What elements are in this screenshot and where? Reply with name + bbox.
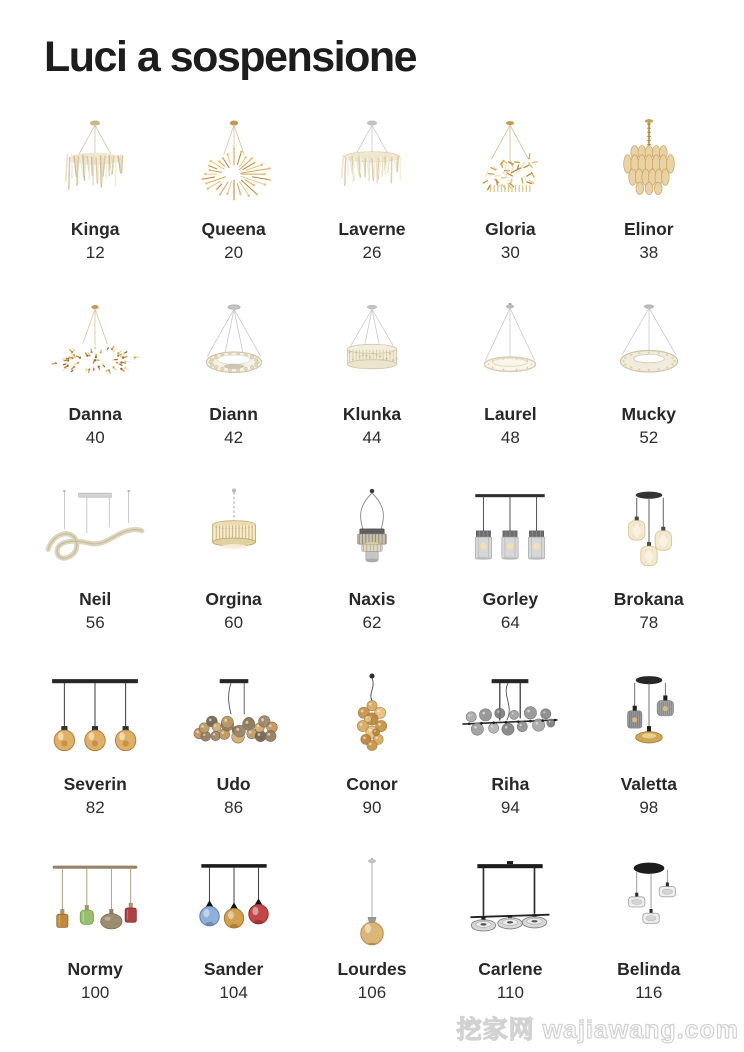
product-page-number: 110	[496, 983, 524, 1002]
product-name: Brokana	[613, 589, 684, 609]
product-page-number: 26	[362, 243, 382, 262]
product-page-number: 78	[639, 613, 659, 632]
product-page-number: 100	[81, 983, 110, 1002]
product-page-number: 90	[362, 798, 382, 817]
product-page-number: 60	[224, 613, 244, 632]
product-page-number: 20	[224, 243, 244, 262]
product-cell-normy	[26, 858, 164, 1043]
product-name: Laverne	[338, 219, 406, 239]
product-cell-gorley	[441, 488, 579, 673]
product-page-number: 12	[85, 243, 105, 262]
product-cell-gloria	[441, 118, 579, 303]
product-name: Danna	[68, 404, 122, 424]
amber-bubble-cluster-pendant-icon	[310, 673, 434, 771]
product-page-number: 64	[500, 613, 520, 632]
gold-leaf-chandelier-icon	[448, 118, 572, 216]
product-cell-kinga	[26, 118, 164, 303]
product-name: Queena	[201, 219, 266, 239]
product-name: Sander	[203, 959, 264, 979]
product-name: Gorley	[482, 589, 539, 609]
product-cell-udo	[164, 673, 302, 858]
product-page-number: 40	[85, 428, 105, 447]
product-name: Naxis	[348, 589, 396, 609]
product-name: Orgina	[205, 589, 262, 609]
product-cell-lourdes	[303, 858, 441, 1043]
product-name: Severin	[63, 774, 127, 794]
three-cream-shade-cluster-pendant-icon	[587, 488, 711, 586]
product-page-number: 44	[362, 428, 382, 447]
page-title: Luci a sospensione	[44, 33, 417, 81]
product-name: Laurel	[484, 404, 537, 424]
crystal-fringe-chandelier-icon	[33, 118, 157, 216]
product-name: Gloria	[485, 219, 536, 239]
product-page-number: 116	[635, 983, 663, 1002]
single-amber-globe-pendant-icon	[310, 858, 434, 956]
three-color-globe-linear-pendant-icon	[172, 858, 296, 956]
product-page-number: 86	[224, 798, 244, 817]
product-name: Normy	[67, 959, 123, 979]
product-page-number: 94	[500, 798, 520, 817]
product-cell-conor	[303, 673, 441, 858]
product-cell-naxis	[303, 488, 441, 673]
three-glass-cylinder-linear-pendant-icon	[448, 488, 572, 586]
led-crystal-ring-pendant-icon	[587, 303, 711, 401]
product-cell-diann	[164, 303, 302, 488]
product-page-number: 52	[639, 428, 659, 447]
product-page-number: 30	[500, 243, 520, 262]
product-page-number: 62	[362, 613, 382, 632]
product-cell-queena	[164, 118, 302, 303]
product-name: Valetta	[620, 774, 677, 794]
product-name: Lourdes	[337, 959, 407, 979]
amber-bubble-garland-pendant-icon	[172, 673, 296, 771]
product-page-number: 82	[85, 798, 105, 817]
gold-tiered-leaf-pendant-icon	[587, 118, 711, 216]
product-name: Neil	[79, 589, 112, 609]
product-page-number: 56	[85, 613, 105, 632]
product-cell-mucky	[580, 303, 718, 488]
product-page-number: 48	[500, 428, 520, 447]
product-cell-laverne	[303, 118, 441, 303]
three-clear-disc-cluster-pendant-icon	[587, 858, 711, 956]
chrome-crystal-cylinder-pendant-icon	[310, 488, 434, 586]
product-cell-klunka	[303, 303, 441, 488]
product-name: Conor	[346, 774, 398, 794]
product-page-number: 98	[639, 798, 659, 817]
crystal-drum-chain-pendant-icon	[172, 488, 296, 586]
product-cell-severin	[26, 673, 164, 858]
product-cell-sander	[164, 858, 302, 1043]
product-name: Kinga	[70, 219, 120, 239]
gold-burst-chandelier-icon	[172, 118, 296, 216]
product-name: Belinda	[617, 959, 681, 979]
product-cell-valetta	[580, 673, 718, 858]
product-cell-danna	[26, 303, 164, 488]
product-page-number: 104	[219, 983, 248, 1002]
product-name: Elinor	[623, 219, 674, 239]
product-grid	[26, 118, 718, 1043]
crystal-ring-pendant-icon	[172, 303, 296, 401]
wave-ribbon-led-pendant-icon	[33, 488, 157, 586]
smoke-globe-branch-linear-pendant-icon	[448, 673, 572, 771]
product-cell-riha	[441, 673, 579, 858]
product-name: Riha	[491, 774, 530, 794]
product-page-number: 106	[357, 983, 387, 1002]
three-disc-linear-pendant-icon	[448, 858, 572, 956]
product-name: Carlene	[478, 959, 543, 979]
product-cell-orgina	[164, 488, 302, 673]
product-page-number: 38	[639, 243, 659, 262]
four-multicolor-pendant-linear-icon	[33, 858, 157, 956]
product-name: Udo	[216, 774, 251, 794]
three-smoke-shade-cluster-pendant-icon	[587, 673, 711, 771]
product-cell-neil	[26, 488, 164, 673]
crystal-drum-pendant-icon	[310, 303, 434, 401]
product-page-number: 42	[224, 428, 244, 447]
product-cell-laurel	[441, 303, 579, 488]
slim-crystal-ring-pendant-icon	[448, 303, 572, 401]
product-name: Diann	[209, 404, 258, 424]
watermark: 挖家网 wajiawang.com	[456, 1016, 739, 1044]
product-cell-brokana	[580, 488, 718, 673]
product-name: Klunka	[342, 404, 402, 424]
gold-branch-spray-chandelier-icon	[33, 303, 157, 401]
crystal-fringe-drum-icon	[310, 118, 434, 216]
three-amber-globe-linear-pendant-icon	[33, 673, 157, 771]
product-cell-elinor	[580, 118, 718, 303]
product-name: Mucky	[621, 404, 677, 424]
